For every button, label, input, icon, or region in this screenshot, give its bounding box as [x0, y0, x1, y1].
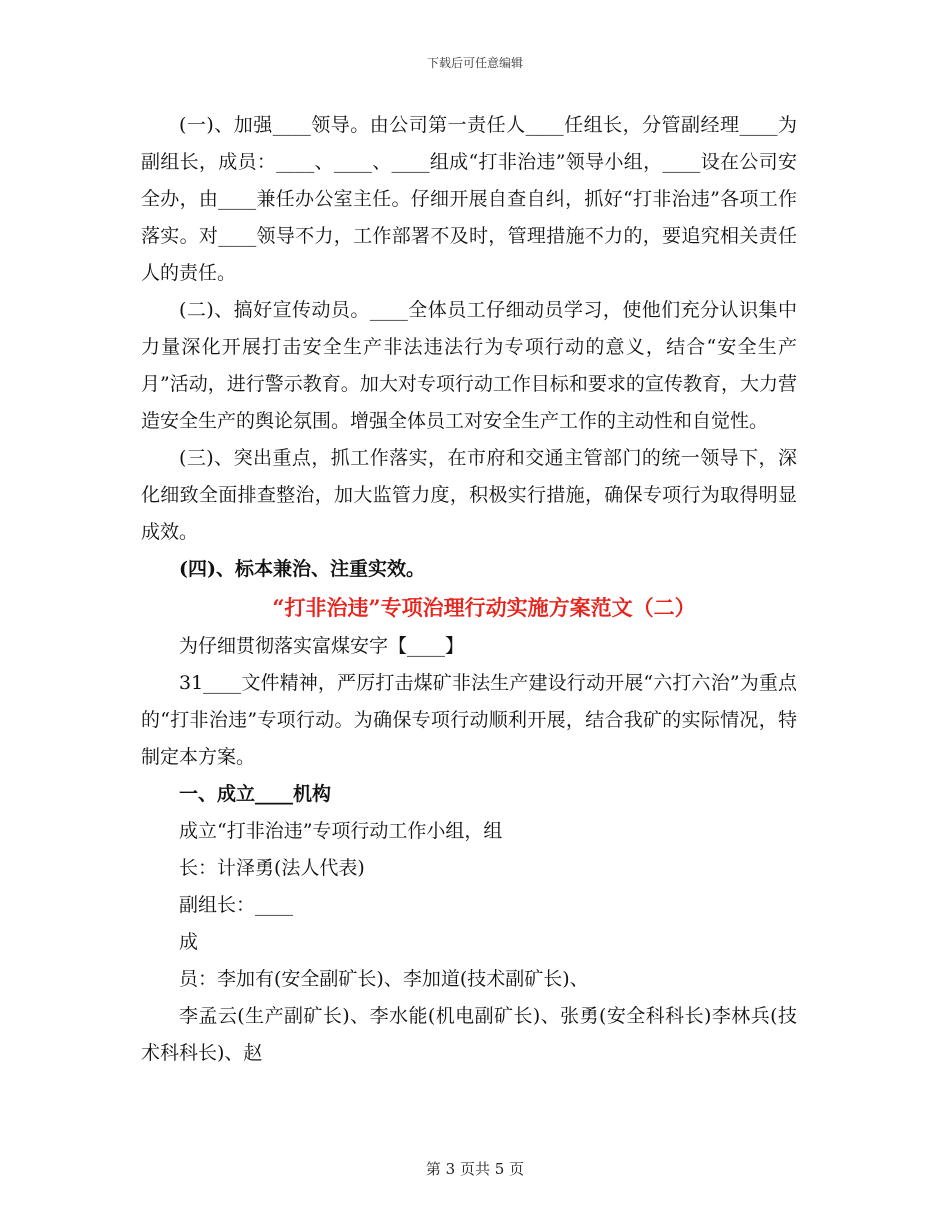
- paragraph-5: 为仔细贯彻落实富煤安字【____】: [179, 635, 465, 657]
- paragraph-11: 成: [179, 931, 199, 953]
- paragraph-12: 员：李加有(安全副矿长)、李加道(技术副矿长)、: [179, 968, 589, 990]
- paragraph-4-heading: (四)、标本兼治、注重实效。: [179, 558, 425, 580]
- paragraph-9: 长：计泽勇(法人代表): [179, 857, 365, 879]
- page-footer: 第 3 页共 5 页: [425, 1160, 525, 1178]
- page-header: 下载后可任意编辑: [426, 56, 523, 70]
- paragraph-8: 成立“打非治违”专项行动工作小组，组: [179, 820, 503, 842]
- subsection-heading: 一、成立____机构: [179, 783, 332, 805]
- paragraph-1: (一)、加强____领导。由公司第一责任人____任组长，分管副经理____为副组长，成员：____、____、____组成“打非治违”领导小组，____设在公司安全办，由____兼任办公室主任。仔细开展自查自纠，抓好“打非治违”各项工作落实。对____领导不力，工作部署不及时，管理措施不力的，要追究相关责任人的责任。: [141, 114, 797, 284]
- paragraph-3: (三)、突出重点，抓工作落实，在市府和交通主管部门的统一领导下，深化细致全面排查整治，加大监管力度，积极实行措施，确保专项行为取得明显成效。: [141, 447, 797, 543]
- paragraph-6: 31____文件精神，严厉打击煤矿非法生产建设行动开展“六打六治”为重点的“打非治违”专项行动。为确保专项行动顺利开展，结合我矿的实际情况，特制定本方案。: [141, 672, 797, 768]
- section-title: “打非治违”专项治理行动实施方案范文（二）: [272, 595, 696, 620]
- paragraph-10: 副组长：____: [179, 894, 294, 916]
- document-body: [141, 107, 797, 1072]
- paragraph-2: (二)、搞好宣传动员。____全体员工仔细动员学习，使他们充分认识集中力量深化开展打击安全生产非法违法行为专项行动的意义，结合“安全生产月”活动，进行警示教育。加大对专项行动工作目标和要求的宣传教育，大力营造安全生产的舆论氛围。增强全体员工对安全生产工作的主动性和自觉性。: [141, 299, 797, 432]
- paragraph-13: 李孟云(生产副矿长)、李水能(机电副矿长)、张勇(安全科科长)李林兵(技术科科长)、赵: [141, 1005, 797, 1064]
